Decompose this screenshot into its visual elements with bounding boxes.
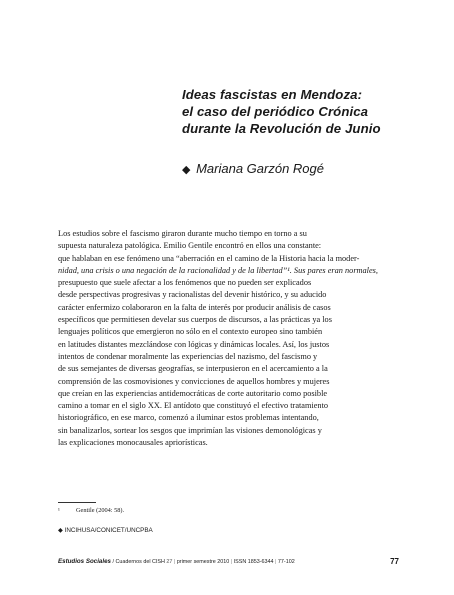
footer-journal: Estudios Sociales [58, 558, 111, 565]
diamond-icon: ◆ [182, 164, 191, 176]
footer-divider: | [230, 559, 233, 565]
title-line-2: el caso del periódico Crónica [182, 104, 369, 119]
body-line-17: sin banalizarlos, sortear los sesgos que imprimían las visiones demonológicas y [58, 425, 322, 435]
article-title [182, 86, 422, 137]
body-line-5: presupuesto que suele afectar a los fenómenos que no pueden ser explicados [58, 278, 312, 288]
footnote-number: ¹ [58, 507, 60, 514]
body-line-11: intentos de condenar moralmente las experiencias del nazismo, del fascismo y [58, 351, 318, 361]
footer-issue: 27 [166, 559, 173, 565]
footnote [58, 507, 124, 514]
author-line [182, 161, 324, 176]
footer-series: / Cuadernos del CISH [112, 559, 165, 565]
body-line-13: comprensión de las cosmovisiones y convicciones de aquellos hombres y mujeres [58, 376, 330, 386]
footer-pages: 77-102 [277, 559, 295, 565]
body-line-8: específicos que permitiesen develar sus cuerpos de discursos, a las prácticas ya los [58, 315, 332, 325]
footnote-rule [58, 502, 96, 503]
author-name: Mariana Garzón Rogé [196, 161, 324, 176]
body-line-1: Los estudios sobre el fascismo giraron durante mucho tiempo en torno a su [58, 229, 307, 238]
page-footer [58, 558, 399, 568]
footnote-text: Gentile (2004: 58). [76, 507, 125, 514]
footer-period: primer semestre 2010 [176, 559, 230, 565]
body-line-15: camino a tomar en el siglo XX. El antídoto que constituyó el efectivo tratamiento [58, 401, 329, 411]
body-line-14: que creían en las experiencias antidemocráticas de corte autoritario como posible [58, 388, 328, 398]
body-line-12: de sus semejantes de diversas geografías, se interpusieron en el acercamiento a la [58, 364, 328, 374]
author-affiliation: ◆ INCIHUSA/CONICET/UNCPBA [58, 527, 153, 534]
footer-issn: ISSN 1853-6344 [233, 559, 274, 565]
footer-divider: | [173, 559, 176, 565]
title-line-1: Ideas fascistas en Mendoza: [182, 87, 363, 102]
footer-divider: | [275, 559, 277, 565]
body-line-2: supuesta naturaleza patológica. Emilio Gentile encontró en ellos una constante: [58, 241, 322, 251]
body-line-3: que hablaban en ese fenómeno una “aberración en el camino de la Historia hacia la moder- [58, 253, 360, 263]
body-paragraph [58, 228, 399, 449]
title-line-3: durante la Revolución de Junio [182, 121, 381, 136]
body-line-9: lenguajes políticos que emergieron no sólo en el contexto europeo sino también [58, 327, 323, 337]
page-number: 77 [390, 557, 399, 566]
body-line-7: carácter enfermizo colaboraron en la falta de interés por producir análisis de casos [58, 302, 331, 312]
body-line-6: desde perspectivas progresivas y racionalistas del devenir histórico, y su aducido [58, 290, 327, 300]
body-line-18: las explicaciones monocausales apriorísticas. [58, 438, 208, 448]
body-line-16: historiográfico, en ese marco, comenzó a iluminar estos problemas intentando, [58, 413, 319, 423]
body-line-10: en latitudes distantes mezclándose con lógicas y dinámicas locales. Así, los justos [58, 339, 330, 349]
body-line-4: nidad, una crisis o una negación de la racionalidad y de la libertad”¹. Sus pares eran normales, [58, 265, 378, 275]
